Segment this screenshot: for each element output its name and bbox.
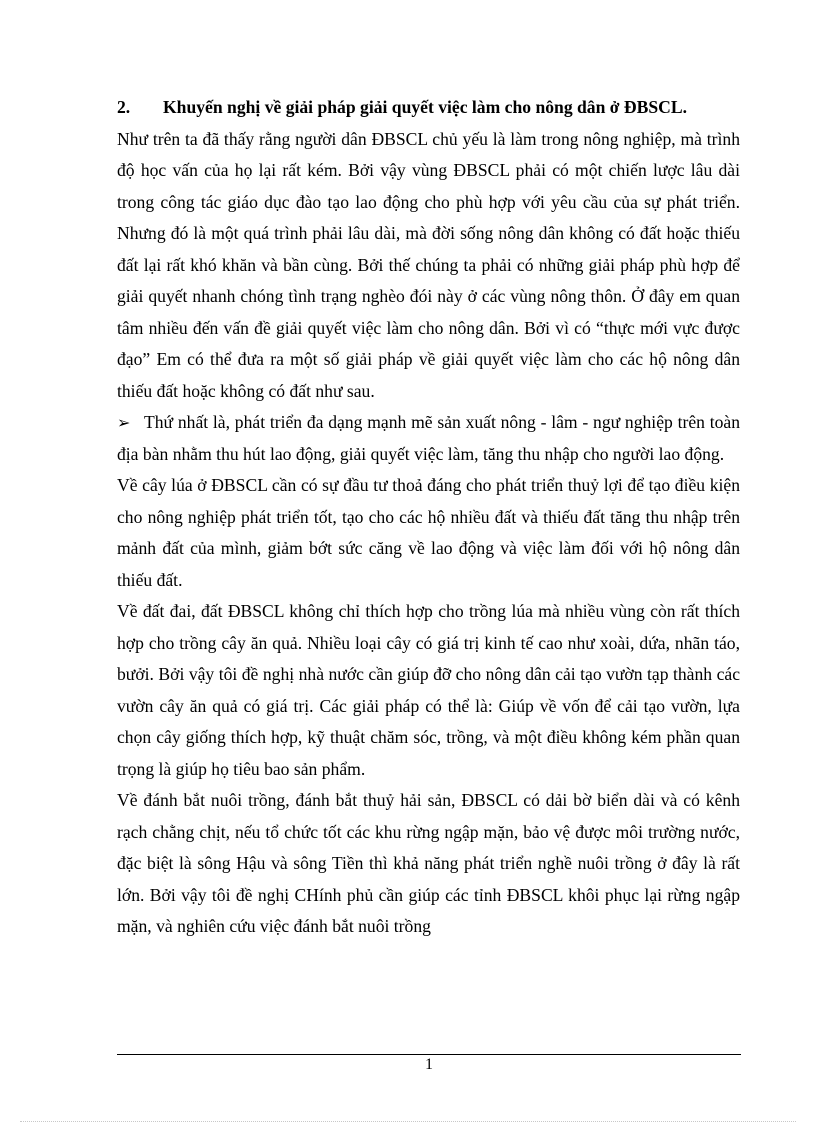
page-bottom-edge <box>20 1121 796 1122</box>
paragraph-fishery: Về đánh bắt nuôi trồng, đánh bắt thuỷ hải sản, ĐBSCL có dải bờ biển dài và có kênh rạch chằng chịt, nếu tổ chức tốt các khu rừng ngập mặn, bảo vệ được môi trường nước, đặc biệt là sông Hậu và sông Tiền thì khả năng phát triển nghề nuôi trồng ở đây là rất lớn. Bởi vậy tôi đề nghị CHính phủ cần giúp các tỉnh ĐBSCL khôi phục lại rừng ngập mặn, và nghiên cứu việc đánh bắt nuôi trồng <box>117 790 740 936</box>
bullet-item <box>117 407 740 470</box>
paragraph-rice: Về cây lúa ở ĐBSCL cần có sự đầu tư thoả đáng cho phát triển thuỷ lợi để tạo điều kiện cho nông nghiệp phát triển tốt, tạo cho các hộ nhiều đất và thiếu đất tăng thu nhập trên mảnh đất của mình, giảm bớt sức căng về lao động và việc làm đối với hộ nông dân thiếu đất. <box>117 475 740 590</box>
document-body <box>117 92 740 943</box>
bullet-text: Thứ nhất là, phát triển đa dạng mạnh mẽ sản xuất nông - lâm - ngư nghiệp trên toàn địa bàn nhằm thu hút lao động, giải quyết việc làm, tăng thu nhập cho người lao động. <box>117 412 740 464</box>
section-number: 2. <box>117 97 131 117</box>
section-heading <box>117 92 740 124</box>
paragraph-intro: Như trên ta đã thấy rằng người dân ĐBSCL chủ yếu là làm trong nông nghiệp, mà trình độ học vấn của họ lại rất kém. Bởi vậy vùng ĐBSCL phải có một chiến lược lâu dài trong công tác giáo dục đào tạo lao động cho phù hợp với yêu cầu của sự phát triển. Nhưng đó là một quá trình phải lâu dài, mà đời sống nông dân không có đất hoặc thiếu đất lại rất khó khăn và bần cùng. Bởi thế chúng ta phải có những giải pháp phù hợp để giải quyết nhanh chóng tình trạng nghèo đói này ở các vùng nông thôn. Ở đây em quan tâm nhiều đến vấn đề giải quyết việc làm cho nông dân. Bởi vì có “thực mới vực được đạo” Em có thể đưa ra một số giải pháp về giải quyết việc làm cho các hộ nông dân thiếu đất hoặc không có đất như sau. <box>117 128 740 401</box>
section-title: Khuyến nghị về giải pháp giải quyết việc làm cho nông dân ở ĐBSCL. <box>163 97 687 117</box>
page-number: 1 <box>425 1056 433 1073</box>
paragraph-land: Về đất đai, đất ĐBSCL không chỉ thích hợp cho trồng lúa mà nhiều vùng còn rất thích hợp cho trồng cây ăn quả. Nhiều loại cây có giá trị kinh tế cao như xoài, dứa, nhãn táo, bưởi. Bởi vậy tôi đề nghị nhà nước cần giúp đỡ cho nông dân cải tạo vườn tạp thành các vườn cây ăn quả có giá trị. Các giải pháp có thể là: Giúp về vốn để cải tạo vườn, lựa chọn cây giống thích hợp, kỹ thuật chăm sóc, trồng, và một điều không kém phần quan trọng là giúp họ tiêu bao sản phẩm. <box>117 601 740 779</box>
arrow-bullet-icon: ➢ <box>117 413 131 432</box>
